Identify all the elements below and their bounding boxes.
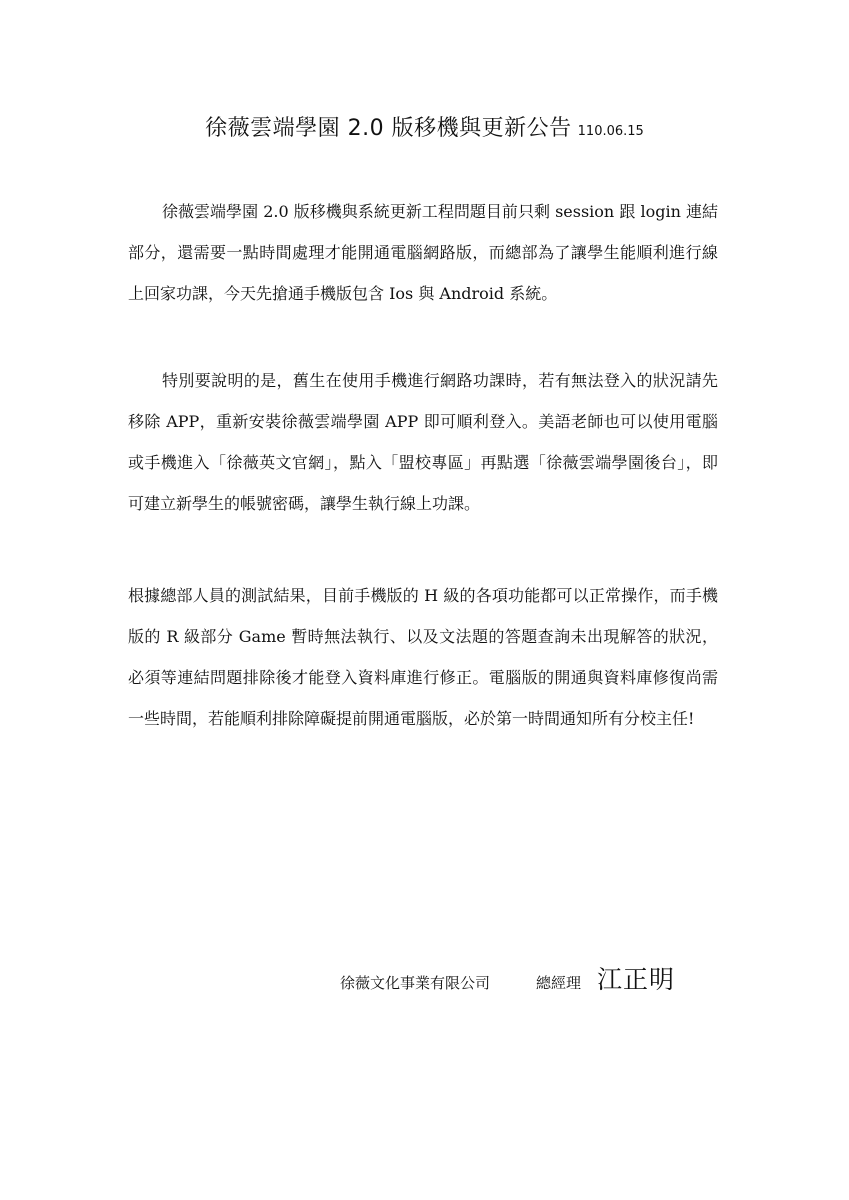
- title-date: 110.06.15: [577, 124, 644, 139]
- signature-name: 江正明: [597, 965, 676, 994]
- signature-role: 總經理: [536, 974, 582, 992]
- paragraph-1: 徐薇雲端學園 2.0 版移機與系統更新工程問題目前只剩 session 跟 login 連結部分，還需要一點時間處理才能開通電腦網路版，而總部為了讓學生能順利進行線上回家功課，今天先搶通手機版包含 Ios 與 Android 系統。: [128, 202, 718, 303]
- signature-company: 徐薇文化事業有限公司: [340, 974, 491, 992]
- title-text: 徐薇雲端學園 2.0 版移機與更新公告: [205, 116, 572, 141]
- signature-block: [340, 960, 675, 996]
- document-title: [0, 111, 849, 142]
- paragraph-2: 特別要說明的是，舊生在使用手機進行網路功課時，若有無法登入的狀況請先移除 APP，重新安裝徐薇雲端學園 APP 即可順利登入。美語老師也可以使用電腦或手機進入「徐薇英文官網」，點入「盟校專區」再點選「徐薇雲端學園後台」，即可建立新學生的帳號密碼，讓學生執行線上功課。: [128, 371, 718, 513]
- paragraph-3: 根據總部人員的測試結果，目前手機版的 H 級的各項功能都可以正常操作，而手機版的 R 級部分 Game 暫時無法執行、以及文法題的答題查詢未出現解答的狀況，必須等連結問題排除後才能登入資料庫進行修正。電腦版的開通與資料庫修復尚需一些時間，若能順利排除障礙提前開通電腦版，必於第一時間通知所有分校主任!: [128, 586, 718, 728]
